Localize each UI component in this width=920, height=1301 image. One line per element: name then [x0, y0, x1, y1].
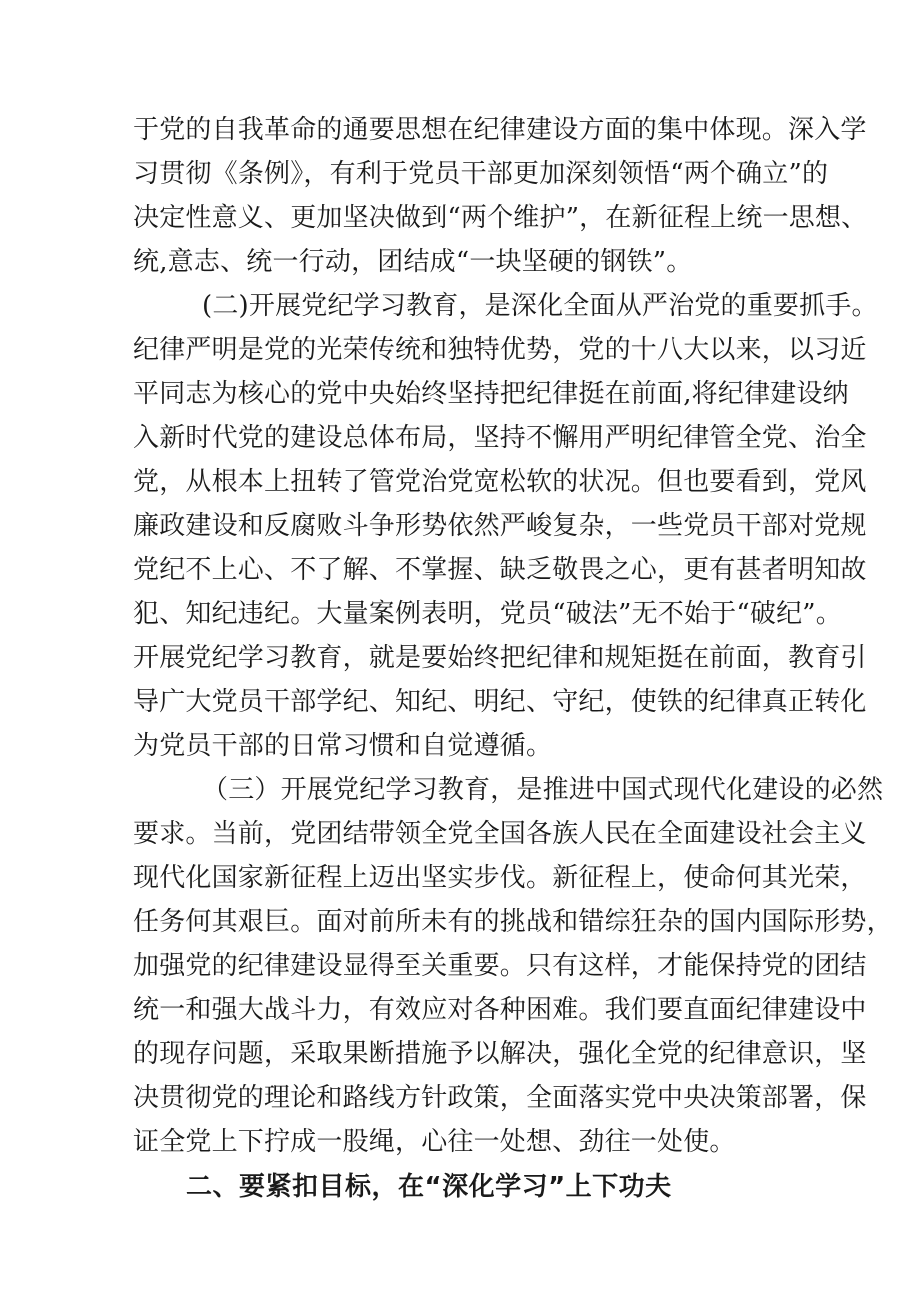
text-line: 犯、知纪违纪。大量案例表明，党员“破法”无不始于“破纪”。 — [133, 599, 842, 629]
text-line: 统,意志、统一行动，团结成“一块坚硬的钢铁”。 — [133, 247, 693, 277]
text-line: 的现存问题，采取果断措施予以解决，强化全党的纪律意识，坚 — [133, 1039, 867, 1069]
text-line: 习贯彻《条例》，有利于党员干部更加深刻领悟“两个确立”的 — [133, 159, 829, 189]
text-line: 加强党的纪律建设显得至关重要。只有这样，才能保持党的团结 — [133, 951, 867, 981]
text-line: 为党员干部的日常习惯和自觉遵循。 — [133, 731, 553, 761]
text-line: 开展党纪学习教育，就是要始终把纪律和规矩挺在前面，教育引 — [133, 643, 867, 673]
text-line: 入新时代党的建设总体布局，坚持不懈用严明纪律管全党、治全 — [133, 423, 867, 453]
text-line: 任务何其艰巨。面对前所未有的挑战和错综狂杂的国内国际形势， — [133, 907, 893, 937]
text-line: 现代化国家新征程上迈出坚实步伐。新征程上，使命何其光荣， — [133, 863, 867, 893]
text-line: 于党的自我革命的通要思想在纪律建设方面的集中体现。深入学 — [133, 115, 867, 145]
text-line: 决贯彻党的理论和路线方针政策，全面落实党中央决策部署，保 — [133, 1083, 867, 1113]
section-heading: 二、要紧扣目标，在“深化学习”上下功夫 — [186, 1172, 672, 1202]
section-3-heading-line: （三）开展党纪学习教育，是推进中国式现代化建设的必然 — [202, 775, 884, 805]
text-line: 廉政建设和反腐败斗争形势依然严峻复杂，一些党员干部对党规 — [133, 511, 867, 541]
text-line: 党纪不上心、不了解、不掌握、缺乏敬畏之心，更有甚者明知故 — [133, 555, 867, 585]
text-line: 要求。当前，党团结带领全党全国各族人民在全面建设社会主义 — [133, 819, 867, 849]
text-line: 导广大党员干部学纪、知纪、明纪、守纪，使铁的纪律真正转化 — [133, 687, 867, 717]
text-line: 统一和强大战斗力，有效应对各种困难。我们要直面纪律建设中 — [133, 995, 867, 1025]
text-line: 平同志为核心的党中央始终坚持把纪律挺在前面,将纪律建设纳 — [133, 379, 849, 409]
text-line: 纪律严明是党的光荣传统和独特优势，党的十八大以来，以习近 — [133, 335, 867, 365]
section-2-heading-line: (二)开展党纪学习教育，是深化全面从严治党的重要抓手。 — [202, 291, 878, 321]
text-line: 证全党上下拧成一股绳，心往一处想、劲往一处使。 — [133, 1127, 736, 1157]
text-line: 党，从根本上扭转了管党治党宽松软的状况。但也要看到，党风 — [133, 467, 867, 497]
text-line: 决定性意义、更加坚决做到“两个维护”，在新征程上统一思想、 — [133, 203, 868, 233]
